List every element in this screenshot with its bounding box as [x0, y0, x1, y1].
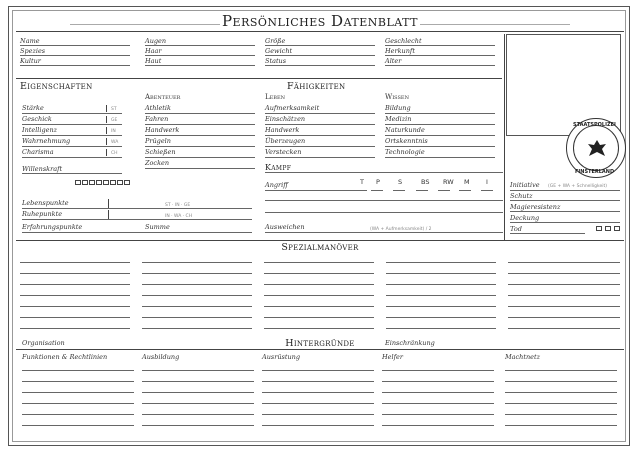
hintergrund-line[interactable]	[262, 370, 374, 371]
personal-field-label: Spezies	[20, 47, 46, 55]
eigenschaft-label: Stärke	[22, 104, 44, 112]
willenskraft-label: Willenskraft	[22, 165, 63, 173]
hintergrund-line[interactable]	[22, 381, 134, 382]
spezial-line[interactable]	[264, 262, 374, 263]
hintergrund-line[interactable]	[142, 381, 254, 382]
eigenschaft-line[interactable]	[22, 157, 122, 158]
spezial-line[interactable]	[264, 273, 374, 274]
abenteuer-skill-line[interactable]	[145, 135, 255, 136]
abenteuer-skill-line[interactable]	[145, 146, 255, 147]
page-title: Persönliches Datenblatt	[221, 12, 419, 30]
hintergrund-line[interactable]	[505, 392, 617, 393]
personal-field-line[interactable]	[265, 65, 375, 66]
hintergrund-line[interactable]	[262, 414, 374, 415]
spezial-line[interactable]	[386, 328, 496, 329]
leben-skill-line[interactable]	[265, 124, 375, 125]
leben-skill-label: Aufmerksamkeit	[265, 104, 320, 112]
spezial-line[interactable]	[142, 306, 252, 307]
abenteuer-skill-label: Schießen	[145, 148, 176, 156]
leben-skill-line[interactable]	[265, 135, 375, 136]
spezial-line[interactable]	[142, 328, 252, 329]
eigenschaft-divider	[106, 105, 107, 112]
wissen-skill-label: Ortskenntnis	[385, 137, 428, 145]
hintergrund-line[interactable]	[142, 403, 254, 404]
leben-skill-label: Handwerk	[265, 126, 300, 134]
wissen-skill-label: Technologie	[385, 148, 425, 156]
spezial-line[interactable]	[508, 295, 620, 296]
willenskraft-box[interactable]	[117, 180, 123, 185]
eigenschaft-divider	[106, 149, 107, 156]
hintergrund-column-label: Funktionen & Rechtlinien	[22, 353, 108, 361]
hintergrund-line[interactable]	[505, 403, 617, 404]
personal-field-label: Name	[20, 37, 40, 45]
hintergrund-line[interactable]	[22, 403, 134, 404]
kampf-column-line[interactable]	[459, 190, 471, 191]
tod-box-2[interactable]	[605, 226, 611, 231]
hintergrund-line[interactable]	[382, 414, 494, 415]
spezial-line[interactable]	[386, 295, 496, 296]
personal-field-line[interactable]	[265, 55, 375, 56]
hintergrund-line[interactable]	[382, 425, 494, 426]
spezial-line[interactable]	[20, 328, 130, 329]
personal-field-line[interactable]	[20, 55, 130, 56]
kampf-column-line[interactable]	[416, 190, 428, 191]
section-hintergruende: Hintergründe	[285, 338, 355, 349]
personal-field-label: Alter	[385, 57, 402, 65]
hintergrund-line[interactable]	[142, 414, 254, 415]
eigenschaft-label: Wahrnehmung	[22, 137, 71, 145]
abenteuer-header: Abenteuer	[145, 93, 181, 101]
spezial-line[interactable]	[386, 306, 496, 307]
erfahrungspunkte-label: Erfahrungspunkte	[22, 223, 83, 231]
spezial-line[interactable]	[142, 262, 252, 263]
spezial-line[interactable]	[264, 328, 374, 329]
spezial-line[interactable]	[264, 295, 374, 296]
eigenschaft-line[interactable]	[22, 113, 122, 114]
abenteuer-skill-line[interactable]	[145, 113, 255, 114]
lebenspunkte-label: Lebenspunkte	[22, 199, 69, 207]
abenteuer-skill-label: Handwerk	[145, 126, 180, 134]
schutz-label: Schutz	[510, 192, 533, 200]
hintergrund-column-label: Ausbildung	[142, 353, 180, 361]
leben-skill-label: Einschätzen	[265, 115, 306, 123]
hintergrund-line[interactable]	[262, 403, 374, 404]
spezial-line[interactable]	[20, 273, 130, 274]
deckung-label: Deckung	[510, 214, 540, 222]
hintergrund-column-label: Machtnetz	[505, 353, 541, 361]
wissen-skill-line[interactable]	[385, 135, 495, 136]
personal-field-label: Augen	[145, 37, 167, 45]
eigenschaft-abbr: ST	[111, 107, 117, 112]
seal-logo	[566, 118, 626, 178]
spezial-line[interactable]	[508, 317, 620, 318]
abenteuer-skill-line[interactable]	[145, 124, 255, 125]
wissen-header: Wissen	[385, 93, 409, 101]
section-faehigkeiten: Fähigkeiten	[287, 81, 346, 92]
hintergrund-line[interactable]	[262, 381, 374, 382]
eigenschaft-line[interactable]	[22, 135, 122, 136]
tod-box-3[interactable]	[614, 226, 620, 231]
kampf-column-line[interactable]	[393, 190, 405, 191]
hintergrund-line[interactable]	[505, 381, 617, 382]
hintergrund-line[interactable]	[262, 425, 374, 426]
personal-field-label: Größe	[265, 37, 286, 45]
spezial-line[interactable]	[20, 306, 130, 307]
eagle-icon	[585, 137, 609, 161]
hintergrund-line[interactable]	[142, 392, 254, 393]
section-spezial: Spezialmanöver	[281, 242, 359, 253]
personal-field-label: Haar	[145, 47, 162, 55]
spezial-line[interactable]	[20, 262, 130, 263]
hintergrund-line[interactable]	[382, 381, 494, 382]
leben-skill-line[interactable]	[265, 157, 375, 158]
hintergrund-line[interactable]	[22, 392, 134, 393]
ausweichen-label: Ausweichen	[265, 223, 305, 231]
hintergrund-line[interactable]	[262, 392, 374, 393]
seal-bottom-text: FINSTERLAND	[575, 169, 615, 175]
eigenschaft-label: Intelligenz	[22, 126, 58, 134]
seal-top-text: STAATSPOLIZEI	[573, 122, 616, 128]
personal-field-line[interactable]	[385, 55, 495, 56]
spezial-line[interactable]	[386, 284, 496, 285]
section-eigenschaften: Eigenschaften	[20, 81, 93, 92]
eigenschaft-divider	[106, 127, 107, 134]
wissen-skill-line[interactable]	[385, 146, 495, 147]
spezial-line[interactable]	[142, 273, 252, 274]
willenskraft-box[interactable]	[96, 180, 102, 185]
hintergrund-line[interactable]	[382, 403, 494, 404]
tod-label: Tod	[510, 225, 522, 233]
personal-field-line[interactable]	[20, 45, 130, 46]
wissen-skill-label: Naturkunde	[385, 126, 425, 134]
spezial-line[interactable]	[142, 295, 252, 296]
wissen-skill-line[interactable]	[385, 157, 495, 158]
eigenschaft-line[interactable]	[22, 146, 122, 147]
spezial-line[interactable]	[386, 317, 496, 318]
personal-field-label: Kultur	[20, 57, 41, 65]
willenskraft-box[interactable]	[82, 180, 88, 185]
initiative-note: (GE + WA + Schnelligkeit)	[548, 184, 608, 189]
personal-field-label: Gewicht	[265, 47, 293, 55]
hintergrund-line[interactable]	[505, 414, 617, 415]
spezial-line[interactable]	[264, 306, 374, 307]
abenteuer-skill-label: Fahren	[145, 115, 169, 123]
eigenschaft-label: Charisma	[22, 148, 54, 156]
rp-formula: IN · WA · CH	[165, 214, 193, 219]
ausweichen-note: (WA + Aufmerksamkeit) / 2	[370, 227, 432, 232]
spezial-line[interactable]	[20, 317, 130, 318]
spezial-line[interactable]	[386, 273, 496, 274]
leben-skill-line[interactable]	[265, 113, 375, 114]
spezial-line[interactable]	[508, 262, 620, 263]
abenteuer-skill-label: Zocken	[145, 159, 170, 167]
einschraenkung-label: Einschränkung	[385, 339, 435, 347]
spezial-line[interactable]	[142, 317, 252, 318]
personal-field-line[interactable]	[385, 45, 495, 46]
hintergrund-line[interactable]	[382, 370, 494, 371]
hintergrund-line[interactable]	[22, 425, 134, 426]
spezial-line[interactable]	[508, 284, 620, 285]
wissen-skill-label: Medizin	[385, 115, 412, 123]
eigenschaft-abbr: GE	[111, 118, 118, 123]
organisation-label: Organisation	[22, 339, 65, 347]
section-kampf: Kampf	[265, 163, 292, 172]
willenskraft-box[interactable]	[124, 180, 130, 185]
wissen-skill-line[interactable]	[385, 124, 495, 125]
personal-field-line[interactable]	[265, 45, 375, 46]
kampf-column-line[interactable]	[355, 190, 367, 191]
leben-skill-label: Überzeugen	[265, 137, 306, 145]
lp-formula: ST · IN · GE	[165, 203, 191, 208]
abenteuer-skill-line[interactable]	[145, 168, 255, 169]
kampf-column-header: T	[360, 178, 364, 186]
hintergrund-line[interactable]	[22, 414, 134, 415]
kampf-column-header: RW	[443, 178, 454, 186]
personal-field-label: Herkunft	[385, 47, 415, 55]
hintergrund-column-label: Ausrüstung	[262, 353, 300, 361]
spezial-line[interactable]	[20, 284, 130, 285]
personal-field-label: Haut	[145, 57, 162, 65]
hintergrund-line[interactable]	[22, 370, 134, 371]
hintergrund-line[interactable]	[505, 425, 617, 426]
eigenschaft-line[interactable]	[22, 124, 122, 125]
initiative-label: Initiative	[510, 181, 540, 189]
personal-field-line[interactable]	[145, 55, 255, 56]
kampf-column-header: BS	[421, 178, 430, 186]
summe-label: Summe	[145, 223, 170, 231]
tod-box-1[interactable]	[596, 226, 602, 231]
kampf-column-header: S	[398, 178, 403, 186]
kampf-column-line[interactable]	[438, 190, 450, 191]
leben-skill-label: Verstecken	[265, 148, 302, 156]
personal-field-label: Status	[265, 57, 287, 65]
abenteuer-skill-label: Athletik	[145, 104, 171, 112]
abenteuer-skill-label: Prügeln	[145, 137, 171, 145]
spezial-line[interactable]	[386, 262, 496, 263]
eigenschaft-divider	[106, 138, 107, 145]
spezial-line[interactable]	[508, 306, 620, 307]
personal-field-line[interactable]	[385, 65, 495, 66]
hintergrund-line[interactable]	[142, 370, 254, 371]
hintergrund-line[interactable]	[142, 425, 254, 426]
personal-field-line[interactable]	[20, 65, 130, 66]
personal-field-line[interactable]	[145, 45, 255, 46]
willenskraft-box[interactable]	[103, 180, 109, 185]
eigenschaft-abbr: CH	[111, 151, 118, 156]
willenskraft-box[interactable]	[75, 180, 81, 185]
spezial-line[interactable]	[20, 295, 130, 296]
willenskraft-box[interactable]	[89, 180, 95, 185]
spezial-line[interactable]	[142, 284, 252, 285]
willenskraft-box[interactable]	[110, 180, 116, 185]
eigenschaft-abbr: WA	[111, 140, 119, 145]
wissen-skill-line[interactable]	[385, 113, 495, 114]
spezial-line[interactable]	[264, 284, 374, 285]
kampf-column-line[interactable]	[481, 190, 493, 191]
leben-header: Leben	[265, 93, 285, 101]
leben-skill-line[interactable]	[265, 146, 375, 147]
kampf-column-line[interactable]	[371, 190, 383, 191]
eigenschaft-divider	[106, 116, 107, 123]
kampf-column-header: M	[464, 178, 470, 186]
spezial-line[interactable]	[508, 328, 620, 329]
hintergrund-column-label: Helfer	[382, 353, 403, 361]
hintergrund-line[interactable]	[505, 370, 617, 371]
wissen-skill-label: Bildung	[385, 104, 411, 112]
angriff-label: Angriff	[265, 181, 288, 189]
personal-field-line[interactable]	[145, 65, 255, 66]
eigenschaft-label: Geschick	[22, 115, 52, 123]
hintergrund-line[interactable]	[382, 392, 494, 393]
spezial-line[interactable]	[264, 317, 374, 318]
personal-field-label: Geschlecht	[385, 37, 422, 45]
ruhepunkte-label: Ruhepunkte	[22, 210, 63, 218]
abenteuer-skill-line[interactable]	[145, 157, 255, 158]
eigenschaft-abbr: IN	[111, 129, 116, 134]
kampf-column-header: P	[376, 178, 380, 186]
spezial-line[interactable]	[508, 273, 620, 274]
magieresistenz-label: Magieresistenz	[510, 203, 561, 211]
kampf-column-header: I	[486, 178, 488, 186]
